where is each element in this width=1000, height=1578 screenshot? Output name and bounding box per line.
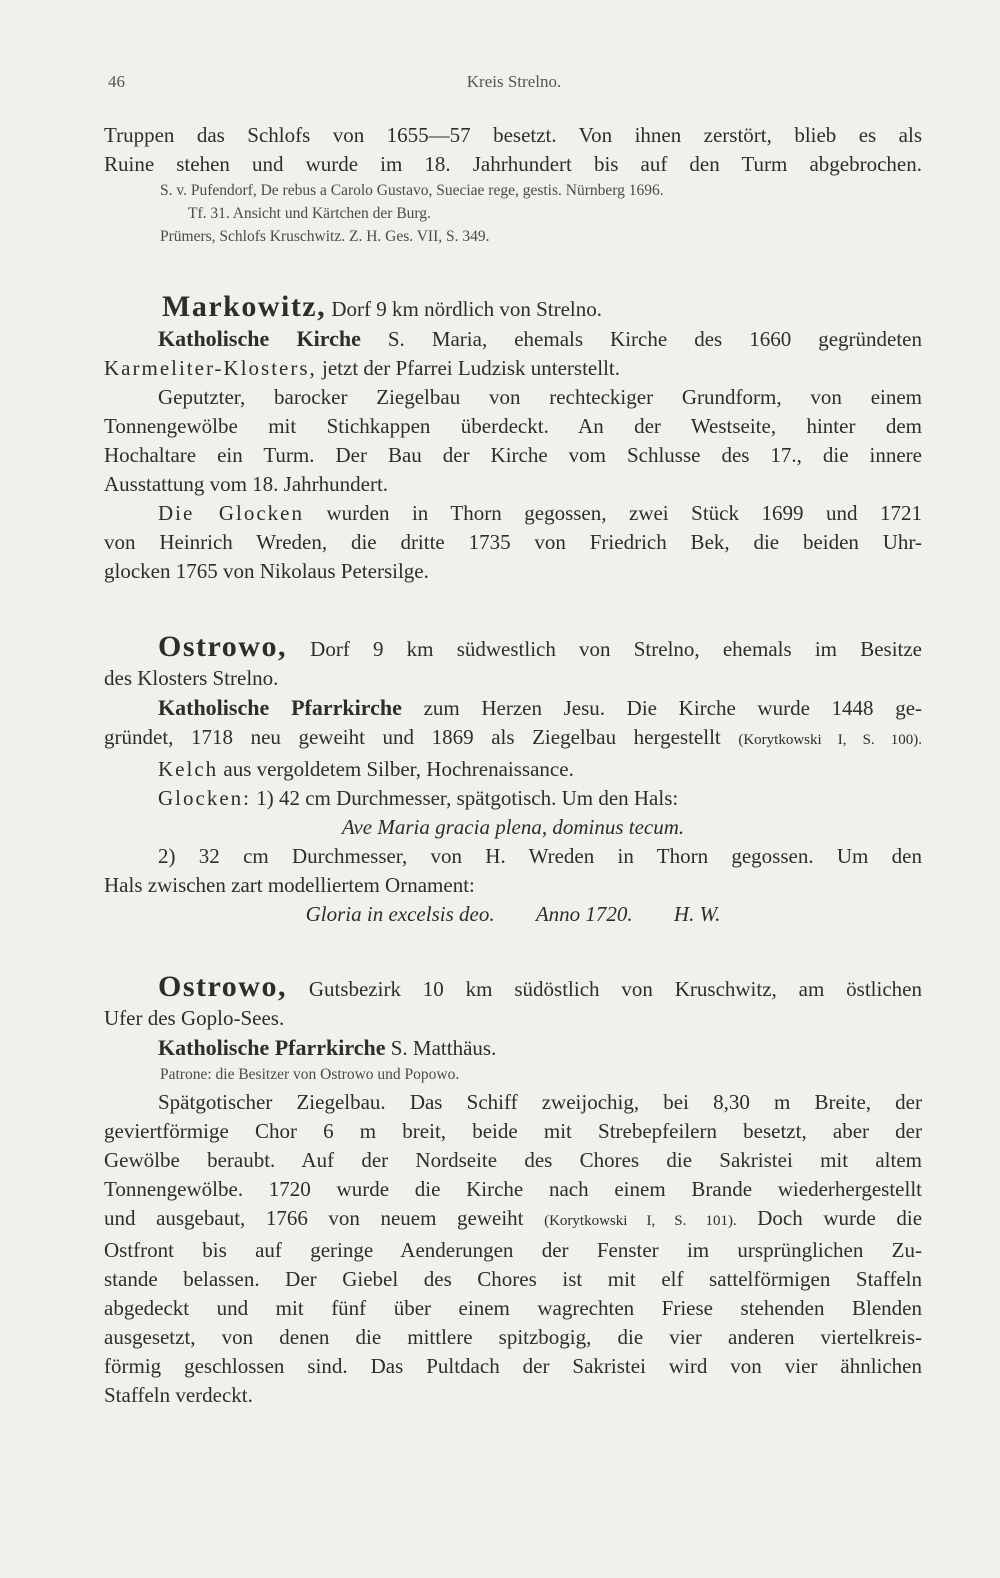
reference: (Korytkowski I, S. 101).	[544, 1213, 737, 1229]
spaced-term: Glocken:	[158, 786, 251, 810]
patronage-note	[104, 1063, 922, 1086]
spaced-term: Kelch	[158, 757, 219, 781]
text-line	[104, 354, 922, 383]
text-line: ausgesetzt, von denen die mittlere spitzbogig, die vier anderen viertelkreis-	[104, 1325, 922, 1349]
reference: (Korytkowski I, S. 100).	[738, 732, 923, 748]
intro-section	[104, 121, 922, 248]
text-line	[104, 499, 922, 528]
text-line: Ruine stehen und wurde im 18. Jahrhundert bis auf den Turm abgebrochen.	[104, 152, 922, 176]
entry-title: Markowitz,	[162, 290, 327, 323]
entry-markowitz	[104, 292, 922, 586]
text-line: Gewölbe beraubt. Auf der Nordseite des Chores die Sakristei mit altem	[104, 1148, 922, 1172]
note-line: Tf. 31. Ansicht und Kärtchen der Burg.	[188, 205, 431, 222]
text-line: Spätgotischer Ziegelbau. Das Schiff zweijochig, bei 8,30 m Breite, der	[158, 1090, 922, 1114]
text-line: Staffeln verdeckt.	[104, 1383, 253, 1407]
text-line: abgedeckt und mit fünf über einem wagrechten Friese stehenden Blenden	[104, 1296, 922, 1320]
text-fragment: S. Matthäus.	[390, 1036, 497, 1060]
spaced-term: Karmeliter-Klosters,	[104, 356, 317, 380]
text-line: Truppen das Schlofs von 1655—57 besetzt. Von ihnen zerstört, blieb es als	[104, 123, 922, 147]
note-line: S. v. Pufendorf, De rebus a Carolo Gustavo, Sueciae rege, gestis. Nürnberg 1696.	[160, 182, 664, 199]
text-fragment: 1) 42 cm Durchmesser, spätgotisch. Um den Hals:	[256, 786, 679, 810]
entry-ostrowo-dorf	[104, 632, 922, 929]
running-title: Kreis Strelno.	[466, 72, 562, 91]
text-line	[104, 755, 922, 784]
bibliography-note-continuation	[104, 202, 922, 225]
text-line: 2) 32 cm Durchmesser, von H. Wreden in Thorn gegossen. Um den	[158, 844, 922, 868]
text-line: stande belassen. Der Giebel des Chores ist mit elf sattelförmigen Staffeln	[104, 1267, 922, 1291]
inscription-part: Anno 1720.	[535, 902, 633, 926]
text-fragment: und ausgebaut, 1766 von neuem geweiht	[104, 1206, 524, 1230]
inscription-part: Gloria in excelsis deo.	[305, 902, 495, 926]
entry-title: Ostrowo,	[158, 630, 287, 663]
entry-title: Ostrowo,	[158, 970, 287, 1003]
entry-location: Dorf 9 km nördlich von Strelno.	[331, 297, 603, 321]
text-line: von Heinrich Wreden, die dritte 1735 von Friedrich Bek, die beiden Uhr-	[104, 530, 922, 554]
text-fragment: S. Maria, ehemals Kirche des 1660 gegründeten	[387, 327, 922, 351]
page-header	[108, 72, 920, 102]
entry-location: Gutsbezirk 10 km südöstlich von Kruschwitz, am östlichen	[308, 977, 922, 1001]
text-line: Hochaltare ein Turm. Der Bau der Kirche vom Schlusse des 17., die innere	[104, 443, 922, 467]
text-line: Tonnengewölbe. 1720 wurde die Kirche nach einem Brande wiederhergestellt	[104, 1177, 922, 1201]
text-line: Tonnengewölbe mit Stichkappen überdeckt. An der Westseite, hinter dem	[104, 414, 922, 438]
text-line: geviertförmige Chor 6 m breit, beide mit Strebepfeilern besetzt, aber der	[104, 1119, 922, 1143]
page-number: 46	[108, 72, 125, 91]
entry-location: Dorf 9 km südwestlich von Strelno, ehemals im Besitze	[310, 637, 923, 661]
text-fragment: wurden in Thorn gegossen, zwei Stück 1699 und 1721	[326, 501, 923, 525]
church-heading: Katholische Kirche	[158, 326, 361, 351]
text-fragment: jetzt der Pfarrei Ludzisk unterstellt.	[322, 356, 621, 380]
entry-heading-line	[104, 292, 922, 324]
bibliography-note	[104, 225, 922, 248]
church-heading: Katholische Pfarrkirche	[158, 1035, 386, 1060]
text-line: Ausstattung vom 18. Jahrhundert.	[104, 472, 389, 496]
note-line: Patrone: die Besitzer von Ostrowo und Popowo.	[160, 1066, 460, 1083]
text-line: des Klosters Strelno.	[104, 666, 279, 690]
entry-heading-line	[104, 972, 922, 1004]
text-fragment: gründet, 1718 neu geweiht und 1869 als Ziegelbau hergestellt	[104, 725, 721, 749]
note-line: Prümers, Schlofs Kruschwitz. Z. H. Ges. VII, S. 349.	[160, 228, 490, 245]
text-line	[104, 723, 922, 755]
text-line: Ostfront bis auf geringe Aenderungen der Fenster im ursprünglichen Zu-	[104, 1238, 922, 1262]
text-fragment: Doch wurde die	[757, 1206, 923, 1230]
text-line	[104, 784, 922, 813]
bell-inscription: Ave Maria gracia plena, dominus tecum.	[341, 815, 685, 839]
text-line: Ufer des Goplo-Sees.	[104, 1006, 285, 1030]
entry-heading-line	[104, 632, 922, 664]
text-fragment: aus vergoldetem Silber, Hochrenaissance.	[223, 757, 574, 781]
bibliography-note	[104, 179, 922, 202]
entry-ostrowo-gutsbezirk	[104, 972, 922, 1410]
text-line: förmig geschlossen sind. Das Pultdach der Sakristei wird von vier ähnlichen	[104, 1354, 922, 1378]
text-line: glocken 1765 von Nikolaus Petersilge.	[104, 559, 429, 583]
bell-inscription	[104, 900, 922, 929]
text-line	[104, 1204, 922, 1236]
text-line	[104, 1033, 922, 1063]
text-fragment: zum Herzen Jesu. Die Kirche wurde 1448 ge-	[423, 696, 923, 720]
spaced-term: Die Glocken	[158, 501, 304, 525]
text-line	[104, 324, 922, 354]
church-heading: Katholische Pfarrkirche	[158, 695, 402, 720]
inscription-part: H. W.	[673, 902, 721, 926]
text-line: Hals zwischen zart modelliertem Ornament:	[104, 873, 475, 897]
text-line: Geputzter, barocker Ziegelbau von rechteckiger Grundform, von einem	[158, 385, 922, 409]
text-line	[104, 693, 922, 723]
